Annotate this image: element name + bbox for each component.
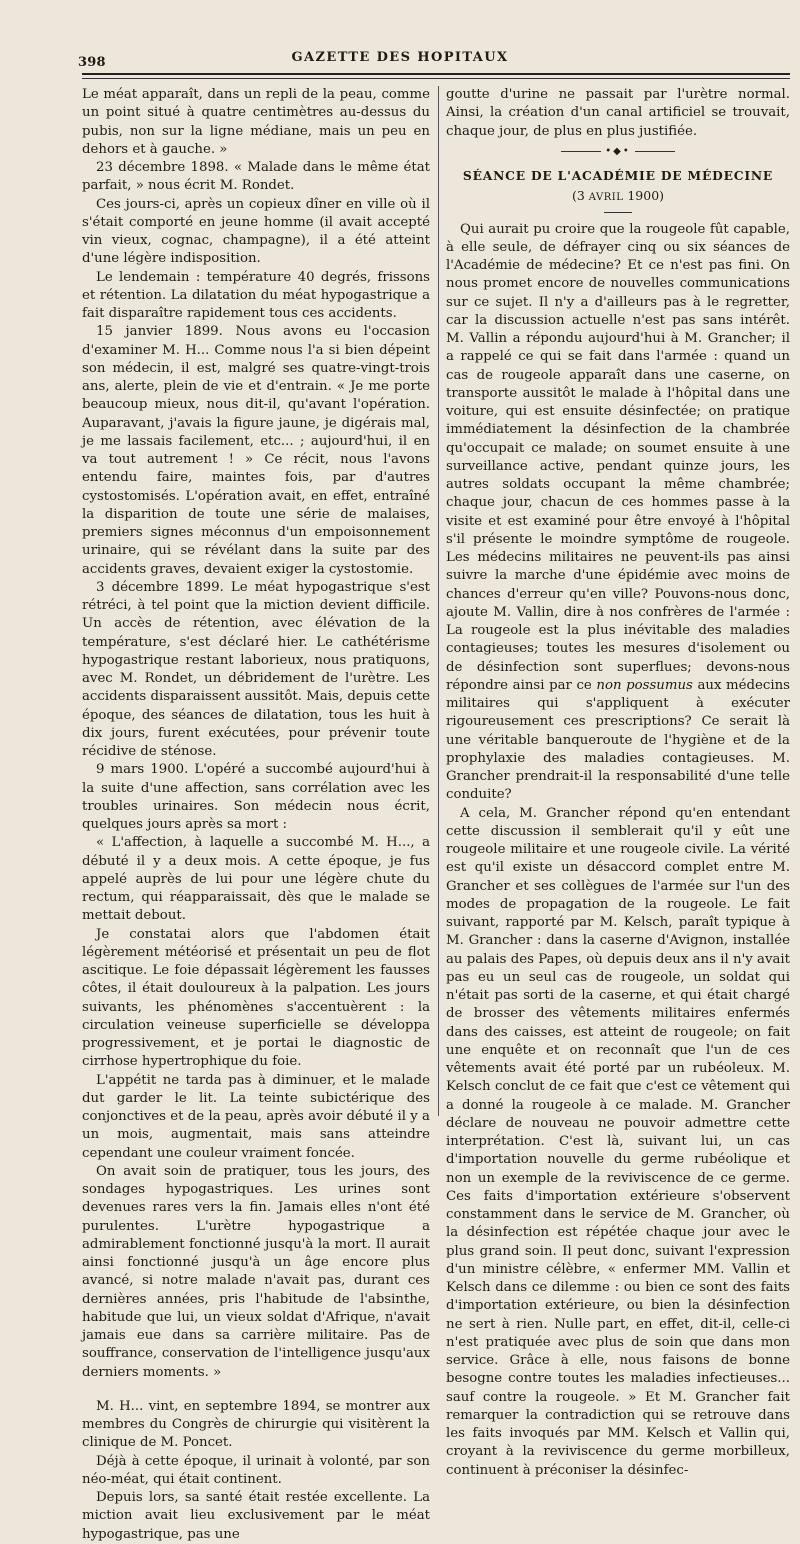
paragraph: A cela, M. Grancher répond qu'en entendant cette discussion il semblerait qu'il y eût une rougeole militaire et une rougeole civile. La vérité est qu'il existe un désaccord complet entre M. Grancher et ses collègues de l'armée sur l'un des modes de propagation de la rougeole. Le fait suivant, rapporté par M. Kelsch, paraît typique à M. Grancher : dans la caserne d'Avignon, installée au palais des Papes, où depuis deux ans il n'y avait pas eu un seul cas de rougeole, un soldat qui n'était pas sorti de la caserne, et qui était chargé de brosser des vêtements militaires enfermés dans des caisses, est atteint de rougeole; on fait une enquête et on reconnaît que l'un de ces vêtements avait été porté par un rubéoleux. M. Kelsch conclut de ce fait que c'est ce vêtement qui a donné la rougeole à ce malade. M. Grancher déclare de nouveau ne pouvoir admettre cette interprétation. C'est là, suivant lui, un cas d'importation nouvelle du germe rubéolique et non un exemple de la reviviscence de ce germe. Ces faits d'importation extérieure s'observent constamment dans le service de M. Grancher, où la désinfection est répétée chaque jour avec le plus grand soin. Il peut donc, suivant l'expression d'un ministre célèbre, « enfermer MM. Vallin et Kelsch dans ce dilemme : ou bien ce sont des faits d'importation extérieure, ou bien la désinfection ne sert à rien. Nulle part, en effet, dit-il, celle-ci n'est pratiquée avec plus de soin que dans mon service. Grâce à elle, nous faisons de bonne besogne contre toutes les maladies infectieuses... sauf contre la rougeole. » Et M. Grancher fait remarquer la contradiction qui se retrouve dans les faits invoqués par MM. Kelsch et Vallin qui, croyant à la reviviscence du germe morbilleux, continuent à préconiser la désinfec- [446,805,790,1478]
paragraph-gap [82,1382,430,1398]
section-ornament: •◆• [446,143,790,161]
paragraph-text: Qui aurait pu croire que la rougeole fût capable, à elle seule, de défrayer cinq ou six séances de l'Académie de médecine? Et ce n'est pas fini. On nous promet encore de nouvelles communications sur ce sujet. Il n'y a d'ailleurs pas à le regretter, car la discussion actuelle n'est pas sans intérêt. M. Vallin a répondu aujourd'hui à M. Grancher; il a rappelé ce qui se fait dans l'armée : quand un cas de rougeole apparaît dans une caserne, on transporte aussitôt le malade à l'hôpital dans une voiture, qui est ensuite désinfectée; on pratique immédiatement la désinfection de la chambrée qu'occupait ce malade; on soumet ensuite à une surveillance active, pendant quinze jours, les autres soldats occupant la même chambrée; chaque jour, chacun de ces hommes passe à la visite et est examiné pour être envoyé à l'hôpital s'il présente le moindre symptôme de rougeole. Les médecins militaires ne peuvent-ils pas ainsi suivre la marche d'une épidémie avec moins de chances d'erreur qu'en ville? Pouvons-nous donc, ajoute M. Vallin, dire à nos confrères de l'armée : La rougeole est la plus inévitable des maladies contagieuses; toutes les mesures d'isolement ou de désinfection sont superflues; devons-nous répondre ainsi par ce [446,221,790,693]
journal-title: GAZETTE DES HOPITAUX [291,50,509,65]
right-column [446,86,790,1478]
header-rule-thick [82,73,790,75]
section-date [446,187,790,207]
paragraph: 23 décembre 1898. « Malade dans le même état parfait, » nous écrit M. Rondet. [82,160,430,194]
page-header [0,45,800,69]
paragraph [446,221,790,805]
paragraph: On avait soin de pratiquer, tous les jours, des sondages hypogastriques. Les urines sont devenues rares vers la fin. Jamais elles n'ont été purulentes. L'urètre hypogastrique a admirablement fonctionné jusqu'à la mort. Il aurait ainsi fonctionné jusqu'à un âge encore plus avancé, si notre malade n'avait pas, durant ces dernières années, pris l'habitude de l'absinthe, habitude que lui, un vieux soldat d'Afrique, n'avait jamais eue dans sa carrière militaire. Pas de souffrance, conservation de l'intelligence jusqu'aux derniers moments. » [82,1163,430,1380]
paragraph: Déjà à cette époque, il urinait à volonté, par son néo-méat, qui était continent. [82,1453,430,1487]
paragraph: 9 mars 1900. L'opéré a succombé aujourd'hui à la suite d'une affection, sans corrélation avec les troubles urinaires. Son médecin nous écrit, quelques jours après sa mort : [82,762,430,832]
section-date-month: AVRIL [588,192,624,204]
paragraph: Depuis lors, sa santé était restée excellente. La miction avait lieu exclusivement par le méat hypogastrique, pas une [82,1490,430,1542]
paragraph-text-tail: aux médecins militaires qui s'appliquent à exécuter rigoureusement ces prescriptions? Ce serait là une véritable banqueroute de l'hygiène et de la prophylaxie des maladies contagieuses. M. Grancher prendrait-il la responsabilité d'une telle conduite? [446,677,790,803]
column-divider [438,86,439,1116]
section-title: SÉANCE DE L'ACADÉMIE DE MÉDECINE [462,168,774,183]
paragraph: Ces jours-ci, après un copieux dîner en ville où il s'était comporté en jeune homme (il avait accepté vin vieux, cognac, champagne), il a été atteint d'une légère indisposition. [82,196,430,267]
header-rule-thin [82,78,790,79]
section-rule [604,212,632,213]
paragraph: Le lendemain : température 40 degrés, frissons et rétention. La dilatation du méat hypogastrique a fait disparaître rapidement tous ces accidents. [82,269,430,321]
paragraph: M. H... vint, en septembre 1894, se montrer aux membres du Congrès de chirurgie qui visitèrent la clinique de M. Poncet. [82,1398,430,1451]
paragraph: « L'affection, à laquelle a succombé M. H..., a débuté il y a deux mois. A cette époque, je fus appelé auprès de lui pour une légère chute du rectum, qui réapparaissait, dès que le malade se mettait debout. [82,835,430,924]
paragraph: Je constatai alors que l'abdomen était légèrement météorisé et présentait un peu de flot ascitique. Le foie dépassait légèrement les fausses côtes, il était douloureux à la palpation. Les jours suivants, les phénomènes s'accentuèrent : la circulation veineuse superficielle se développa progressivement, et je portai le diagnostic de cirrhose hypertrophique du foie. [82,926,430,1070]
section-date-open: (3 [571,188,589,204]
paragraph: goutte d'urine ne passait par l'urètre normal. Ainsi, la création d'un canal artificiel se trouvait, chaque jour, de plus en plus justifiée. [446,87,790,139]
latin-phrase: non possumus [596,677,693,693]
left-column [82,86,430,1542]
page-number: 398 [78,55,106,70]
paragraph: 3 décembre 1899. Le méat hypogastrique s'est rétréci, à tel point que la miction devient difficile. Un accès de rétention, avec élévation de la température, s'est déclaré hier. Le cathétérisme hypogastrique restant laborieux, nous pratiquons, avec M. Rondet, un débridement de l'urètre. Les accidents disparaissent aussitôt. Mais, depuis cette époque, des séances de dilatation, tous les huit à dix jours, furent exécutées, pour prévenir toute récidive de sténose. [82,579,430,759]
paragraph: Le méat apparaît, dans un repli de la peau, comme un point situé à quatre centimètres au-dessus du pubis, non sur la ligne médiane, mais un peu en dehors et à gauche. » [82,87,430,157]
paragraph: 15 janvier 1899. Nous avons eu l'occasion d'examiner M. H... Comme nous l'a si bien dépeint son médecin, il est, malgré ses quatre-vingt-trois ans, alerte, plein de vie et d'entrain. « Je me porte beaucoup mieux, nous dit-il, qu'avant l'opération. Auparavant, j'avais la figure jaune, je digérais mal, je me lassais facilement, etc... ; aujourd'hui, il en va tout autrement ! » Ce récit, nous l'avons entendu faire, maintes fois, par d'autres cystostomisés. L'opération avait, en effet, entraîné la disparition de toute une série de malaises, premiers signes méconnus d'un empoisonnement urinaire, qui se révélant dans la suite par des accidents graves, devaient exiger la cystostomie. [82,324,430,577]
section-date-close: 1900) [623,188,665,204]
paragraph: L'appétit ne tarda pas à diminuer, et le malade dut garder le lit. La teinte subictérique des conjonctives et de la peau, après avoir débuté il y a un mois, augmentait, mais sans atteindre cependant une couleur vraiment foncée. [82,1072,430,1161]
